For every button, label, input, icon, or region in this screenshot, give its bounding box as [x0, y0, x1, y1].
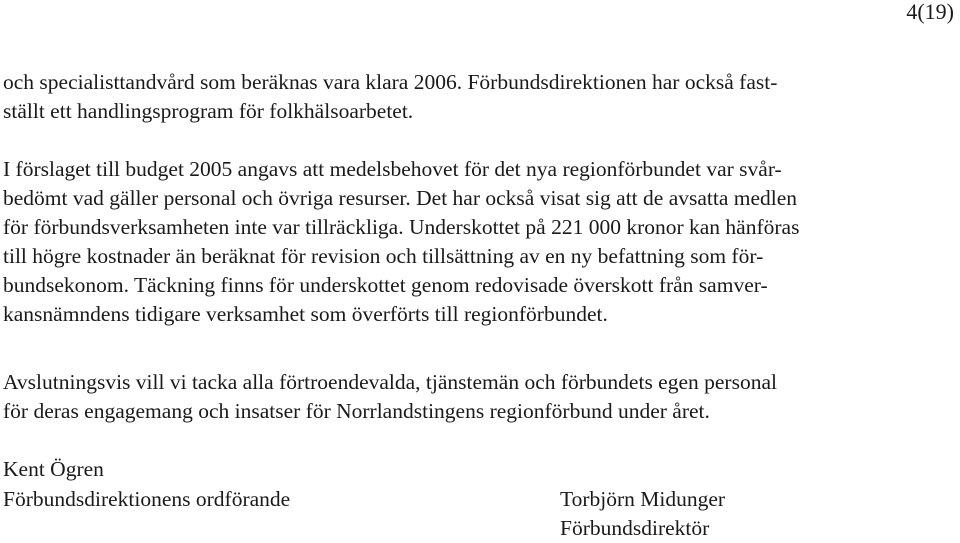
text-line: bedömt vad gäller personal och övriga resurser. Det har också visat sig att de avsatta medlen: [3, 186, 798, 210]
paragraph-1: [3, 68, 953, 126]
text-line: för förbundsverksamheten inte var tillräckliga. Underskottet på 221 000 kronor kan hänföras: [3, 215, 800, 239]
paragraph-3: [3, 368, 953, 426]
text-line: bundsekonom. Täckning finns för underskottet genom redovisade överskott från samver-: [3, 273, 768, 297]
text-line: I förslaget till budget 2005 angavs att medelsbehovet för det nya regionförbundet var svår-: [3, 157, 782, 181]
text-line: ställt ett handlingsprogram för folkhälsoarbetet.: [3, 99, 414, 123]
text-line: till högre kostnader än beräknat för revision och tillsättning av en ny befattning som för-: [3, 244, 764, 268]
chair-title: Förbundsdirektionens ordförande: [3, 487, 291, 511]
paragraph-2: [3, 155, 953, 329]
page-number: 4(19): [906, 0, 954, 24]
text-line: för deras engagemang och insatser för Norrlandstingens regionförbund under året.: [3, 399, 710, 423]
chair-name: Kent Ögren: [3, 457, 104, 481]
text-line: kansnämndens tidigare verksamhet som överförts till regionförbundet.: [3, 302, 608, 326]
text-line: Avslutningsvis vill vi tacka alla förtroendevalda, tjänstemän och förbundets egen personal: [3, 370, 777, 394]
text-line: och specialisttandvård som beräknas vara klara 2006. Förbundsdirektionen har också fast-: [3, 70, 778, 94]
director-name: Torbjörn Midunger: [560, 487, 726, 511]
director-title: Förbundsdirektör: [560, 516, 710, 540]
